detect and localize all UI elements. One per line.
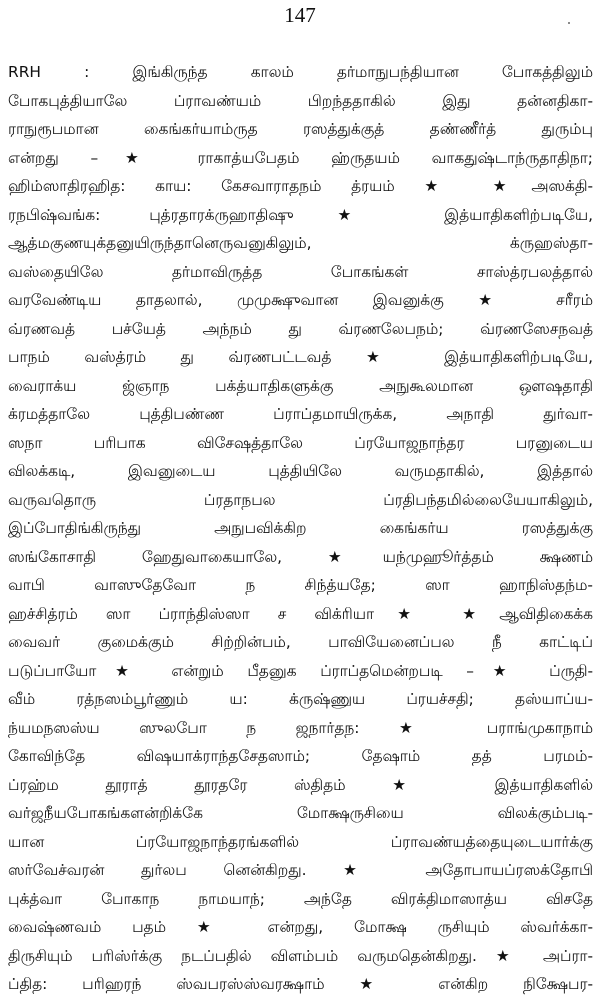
- text-line: படுப்பாயோ★ என்றும் பீதனுக ப்ராப்தமென்றபடி –★ ப்ருதி-: [8, 661, 593, 680]
- text-line: ஸர்வேச்வரன் துர்லப னென்கிறது. ★ அதோபாயப்ரஸக்தோபி: [8, 861, 593, 879]
- text-line: ஸநா பரிபாக விசேஷத்தாலே ப்ரயோஜநாந்தர பரனுடைய: [8, 433, 593, 452]
- text-line: புக்த்வா போகாந நாமயாந்; அந்தே விரக்திமாஸாத்ய விசதே: [8, 889, 593, 908]
- text-line: வீம் ரத்நஸம்பூர்ணும் ய: க்ருஷ்ணுய ப்ரயச்சதி; தஸ்யாப்ய-: [8, 690, 593, 708]
- text-line: பாநம் வஸ்த்ரம் து வ்ரணபட்டவத் ★ இத்யாதிகளிற்படியே,: [8, 348, 593, 366]
- text-line: ரநபிஷ்வங்க: புத்ரதாரக்ருஹாதிஷு★ இத்யாதிகளிற்படியே,: [8, 205, 593, 224]
- text-line: வரவேண்டிய தாதலால், முமுக்ஷுவான இவனுக்கு ★ சரீரம்: [8, 291, 593, 309]
- text-line: வைராக்ய ஜ்ஞாந பக்த்யாதிகளுக்கு அநுகூலமான ஔஷதாதி: [8, 376, 593, 395]
- text-line: திருசியும் பரிஸ்ர்க்கு நடப்பதில் விளம்பம் வருமதென்கிறது. ★ அப்ரா-: [8, 946, 593, 965]
- text-line: வைஷ்ணவம் பதம் ★ என்றது, மோக்ஷ ருசியும் ஸ்வர்க்கா-: [8, 918, 593, 936]
- text-line: வ்ரணவத் பச்யேத் அந்நம் து வ்ரணலேபநம்; வ்ரணஸேசநவத்: [8, 319, 593, 338]
- text-line: ப்ரஹ்ம தூராத் தூரதரே ஸ்திதம் ★ இத்யாதிகளில்: [8, 775, 593, 794]
- text-line: வர்ஜநீயபோகங்களன்றிக்கே மோக்ஷருசியை விலக்கும்படி-: [8, 804, 593, 822]
- scan-speck: [568, 22, 570, 24]
- text-line: ப்தித: பரிஹரந் ஸ்வபரஸ்ஸ்வரக்ஷாம் ★ என்கிற நிக்ஷேபர-: [8, 975, 593, 993]
- text-line: வாபி வாஸுதேவோ ந சிந்த்யதே; ஸா ஹாநிஸ்தந்ம-: [8, 576, 593, 594]
- text-line: ஆத்மகுணயுக்தனுயிருந்தானெருவனுகிலும், க்ருஹஸ்தா-: [8, 234, 593, 252]
- text-line: வஸ்தையிலே தர்மாவிருத்த போகங்கள் சாஸ்த்ரபலத்தால்: [8, 262, 593, 281]
- text-line: RRH : இங்கிருந்த காலம் தர்மாநுபந்தியான போகத்திலும்: [8, 63, 593, 81]
- text-line: ஹிம்ஸாதிரஹித: காய: கேசவாராதநம் த்ரயம் ★ ★அஸக்தி-: [8, 177, 593, 195]
- text-line: வருவதொரு ப்ரதாநபல ப்ரதிபந்தமில்லையேயாகிலும்,: [8, 490, 593, 509]
- text-line: விலக்கடி, இவனுடைய புத்தியிலே வருமதாகில், இத்தால்: [8, 462, 593, 480]
- text-line: வைவர் குமைக்கும் சிற்றின்பம், பாவியேனைப்பல நீ காட்டிப்: [8, 633, 593, 651]
- body-text: [8, 58, 593, 999]
- text-line: ந்யமநஸஸ்ய ஸுலபோ ந ஜநார்தந: ★ பராங்முகாநாம்: [8, 718, 593, 737]
- text-line: ஸங்கோசாதி ஹேதுவாகையாலே, ★யந்முஹூர்த்தம் க்ஷணம்: [8, 547, 593, 566]
- text-line: க்ரமத்தாலே புத்திபண்ண ப்ராப்தமாயிருக்க, அநாதி துர்வா-: [8, 405, 593, 423]
- text-line: என்றது –★ ராகாத்யபேதம் ஹ்ருதயம் வாகதுஷ்டாந்ருதாதிநா;: [8, 148, 593, 167]
- text-line: இப்போதிங்கிருந்து அநுபவிக்கிற கைங்கர்ய ரஸத்துக்கு: [8, 519, 593, 537]
- text-line: ராநுரூபமான கைங்கர்யாம்ருத ரஸத்துக்குத் தண்ணீர்த் துரும்பு: [8, 120, 593, 138]
- page-number: 147: [284, 3, 316, 27]
- text-line: போகபுத்தியாலே ப்ராவண்யம் பிறந்ததாகில் இது தன்னதிகா-: [8, 91, 593, 110]
- text-line: ஹச்சித்ரம் ஸா ப்ராந்திஸ்ஸா ச விக்ரியா★ ★ஆவிதிகைக்க: [8, 604, 593, 623]
- text-line: கோவிந்தே விஷயாக்ராந்தசேதஸாம்; தேஷாம் தத் பரமம்-: [8, 747, 593, 765]
- text-line: யான ப்ரயோஜநாந்தரங்களில் ப்ராவண்யத்தையுடையார்க்கு: [8, 832, 593, 851]
